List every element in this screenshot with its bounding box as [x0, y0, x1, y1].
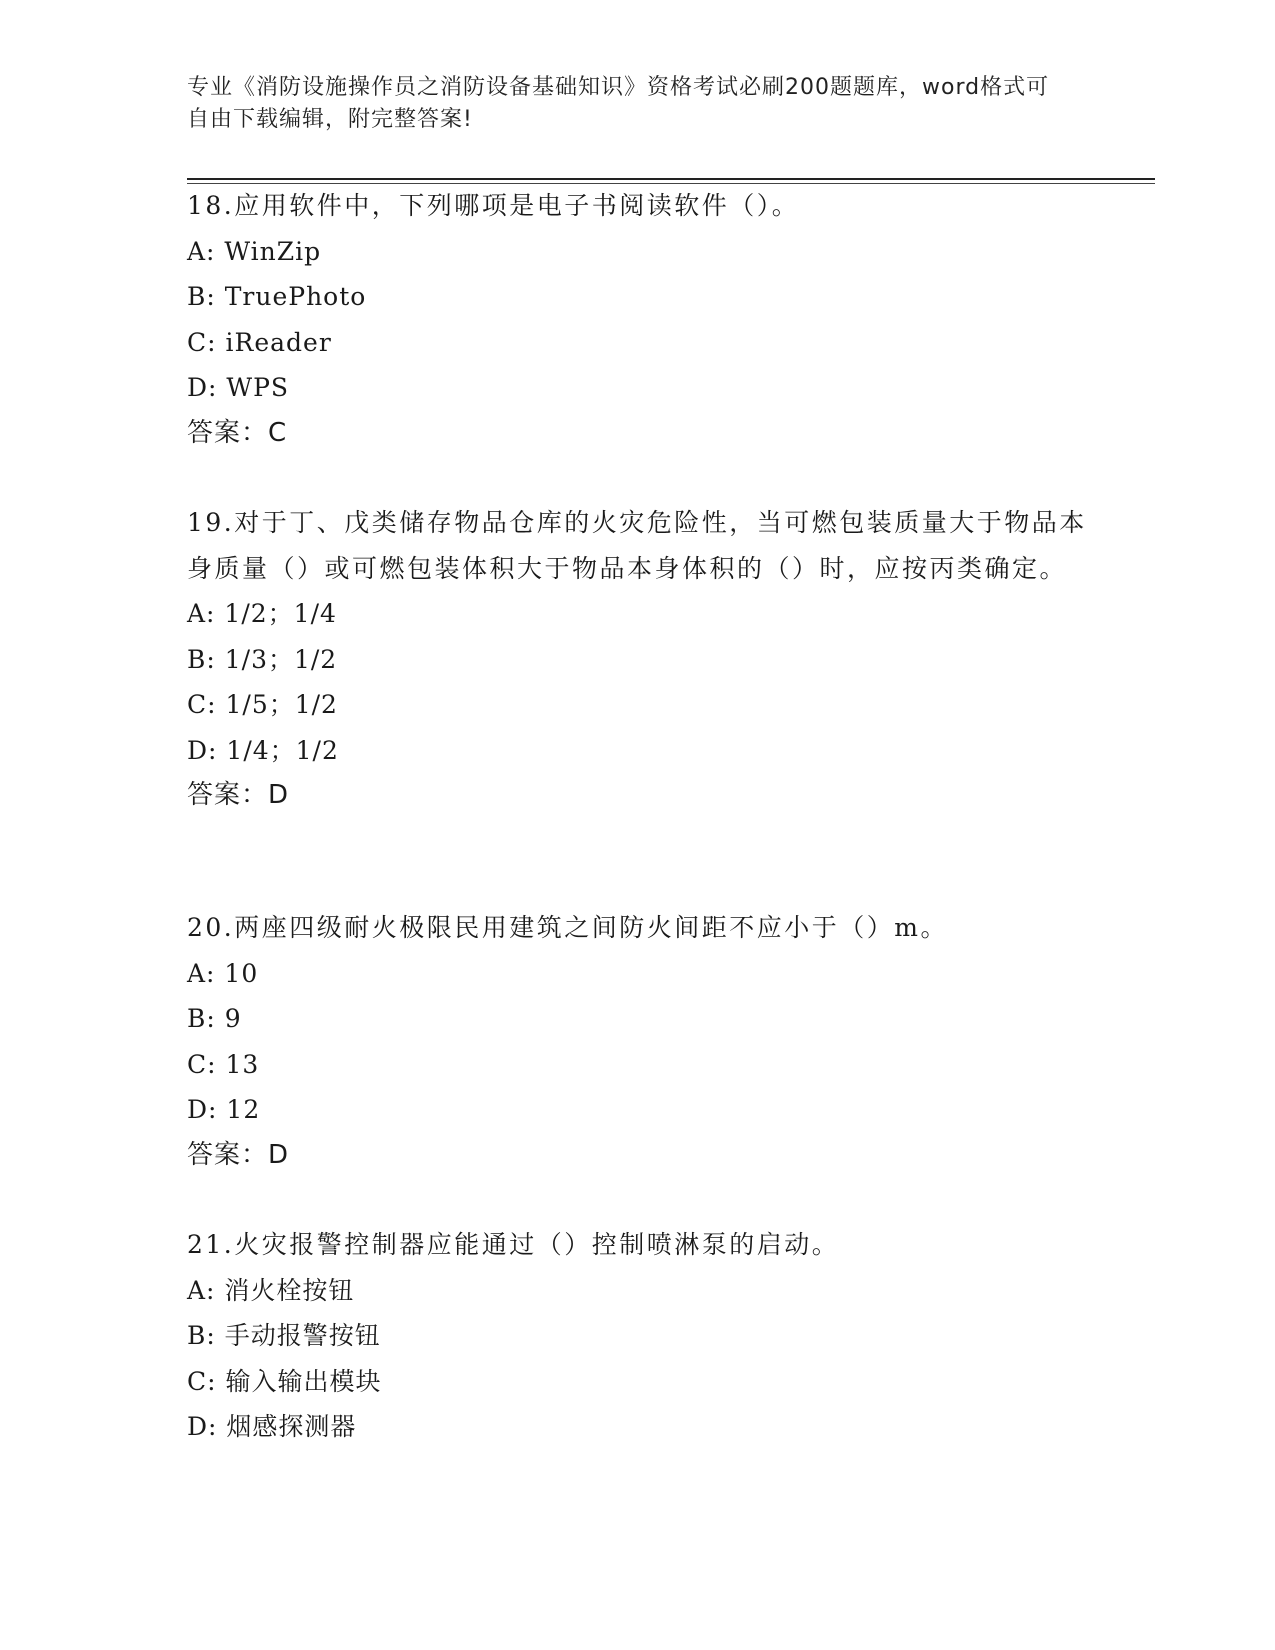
option-b: B: 手动报警按钮: [187, 1321, 381, 1350]
option-c: C: 1/5；1/2: [187, 690, 338, 719]
question-20: [187, 905, 1087, 1178]
option-d: D: 12: [187, 1095, 261, 1124]
option-b: B: 1/3；1/2: [187, 644, 338, 674]
option-c: C: 13: [187, 1049, 260, 1079]
question-stem: 20.两座四级耐火极限民用建筑之间防火间距不应小于（）m。: [187, 913, 948, 942]
answer: 答案：D: [187, 1139, 290, 1170]
question-18: [187, 183, 1087, 456]
question-stem: 21.火灾报警控制器应能通过（）控制喷淋泵的启动。: [187, 1230, 840, 1259]
option-a: A: 1/2；1/4: [187, 599, 337, 628]
question-stem: 18.应用软件中，下列哪项是电子书阅读软件（）。: [187, 191, 800, 220]
question-19: [187, 500, 1087, 819]
option-b: B: TruePhoto: [187, 282, 367, 311]
option-d: D: WPS: [187, 373, 290, 402]
document-header: 专业《消防设施操作员之消防设备基础知识》资格考试必刷200题题库，word格式可自由下载编辑，附完整答案!: [187, 75, 1050, 132]
answer: 答案：C: [187, 417, 288, 448]
answer: 答案：D: [187, 780, 290, 810]
question-stem: 19.对于丁、戊类储存物品仓库的火灾危险性，当可燃包装质量大于物品本身质量（）或可燃包装体积大于物品本身体积的（）时，应按丙类确定。: [187, 508, 1087, 583]
question-21: [187, 1222, 1087, 1450]
option-d: D: 1/4；1/2: [187, 735, 339, 765]
option-d: D: 烟感探测器: [187, 1412, 357, 1441]
option-c: C: 输入输出模块: [187, 1366, 382, 1396]
header-divider-thick: [187, 178, 1155, 180]
option-a: A: WinZip: [187, 236, 322, 266]
option-a: A: 消火栓按钮: [187, 1275, 355, 1305]
option-a: A: 10: [187, 958, 259, 988]
option-b: B: 9: [187, 1004, 242, 1033]
option-c: C: iReader: [187, 327, 332, 357]
